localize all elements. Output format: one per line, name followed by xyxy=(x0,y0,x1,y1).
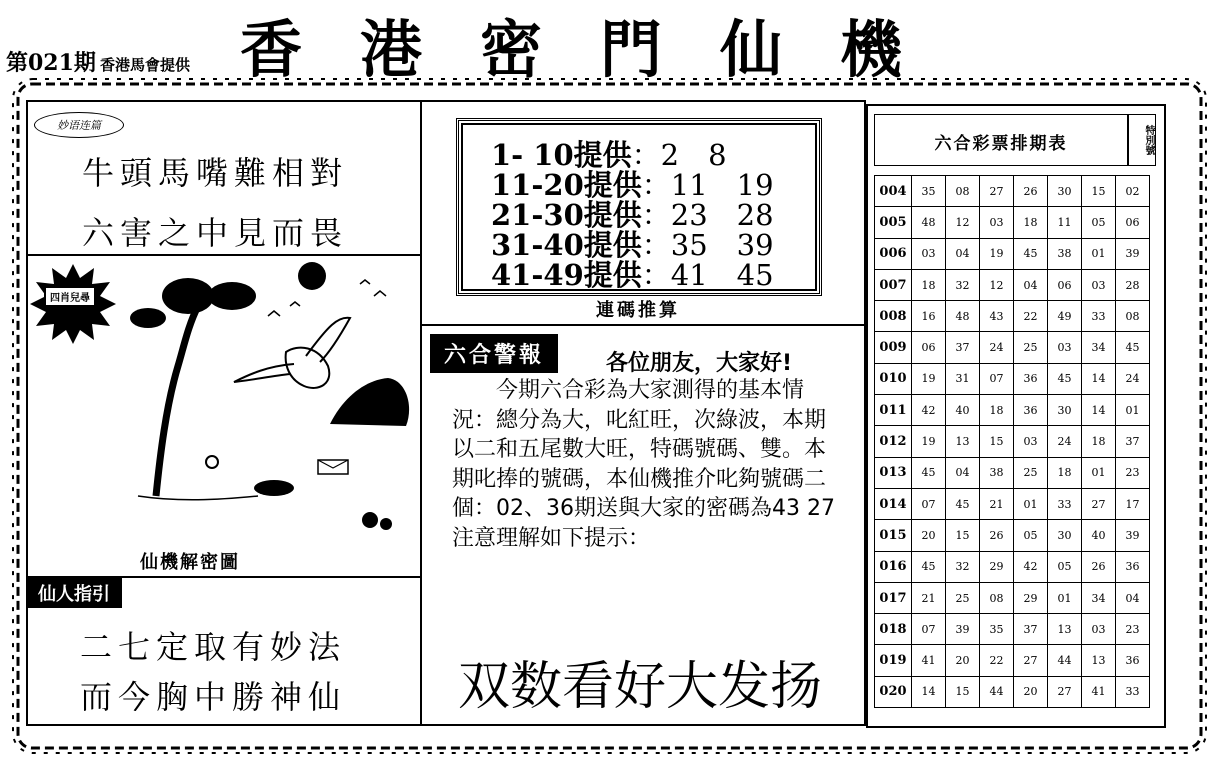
number-cell: 49 xyxy=(1048,301,1082,332)
number-cell: 06 xyxy=(1048,269,1082,300)
number-cell: 18 xyxy=(1048,457,1082,488)
number-cell: 45 xyxy=(912,457,946,488)
table-row xyxy=(875,426,1150,457)
special-number-cell: 39 xyxy=(1116,238,1150,269)
special-number-cell: 23 xyxy=(1116,614,1150,645)
number-cell: 29 xyxy=(980,551,1014,582)
range-row: 41-49提供：41 45 xyxy=(491,258,774,292)
table-row xyxy=(875,176,1150,207)
number-cell: 27 xyxy=(980,176,1014,207)
special-number-cell: 17 xyxy=(1116,488,1150,519)
number-cell: 01 xyxy=(1082,238,1116,269)
issue-number: 第021期 xyxy=(6,50,96,76)
number-cell: 40 xyxy=(946,395,980,426)
number-cell: 18 xyxy=(980,395,1014,426)
number-cell: 25 xyxy=(1014,457,1048,488)
special-number-cell: 28 xyxy=(1116,269,1150,300)
poem-line-1: 牛頭馬嘴難相對 xyxy=(82,154,349,192)
number-cell: 14 xyxy=(1082,363,1116,394)
number-cell: 14 xyxy=(912,676,946,707)
alert-body-text: 今期六合彩為大家測得的基本情況：總分為大，叱紅旺，次綠波，本期以二和五尾數大旺，特碼號碼、雙。本期叱捧的號碼，本仙機推介叱夠號碼二個：02、36期送與大家的密碼為43 27注意理解如下提示： xyxy=(452,378,835,551)
number-cell: 34 xyxy=(1082,332,1116,363)
number-cell: 26 xyxy=(1014,176,1048,207)
number-cell: 13 xyxy=(1048,614,1082,645)
issue-cell: 018 xyxy=(875,614,912,645)
basket-icon xyxy=(254,480,294,496)
table-row xyxy=(875,645,1150,676)
number-cell: 42 xyxy=(912,395,946,426)
number-cell: 22 xyxy=(1014,301,1048,332)
table-row xyxy=(875,676,1150,707)
range-table xyxy=(456,118,822,296)
number-cell: 41 xyxy=(1082,676,1116,707)
number-cell: 12 xyxy=(946,207,980,238)
range-row: 1- 10提供：2 8 xyxy=(491,138,727,172)
ranges-caption: 連碼推算 xyxy=(596,300,680,321)
slogan-text: 双数看好大发扬 xyxy=(458,657,823,717)
number-cell: 05 xyxy=(1048,551,1082,582)
poem-line-2: 六害之中見而畏 xyxy=(82,214,349,252)
issue-cell: 015 xyxy=(875,520,912,551)
special-number-cell: 36 xyxy=(1116,551,1150,582)
number-cell: 33 xyxy=(1082,301,1116,332)
number-cell: 19 xyxy=(980,238,1014,269)
number-cell: 03 xyxy=(1048,332,1082,363)
number-cell: 30 xyxy=(1048,520,1082,551)
number-cell: 20 xyxy=(1014,676,1048,707)
number-cell: 13 xyxy=(946,426,980,457)
issue-cell: 007 xyxy=(875,269,912,300)
number-cell: 45 xyxy=(1014,238,1048,269)
issue-cell: 014 xyxy=(875,488,912,519)
number-cell: 32 xyxy=(946,551,980,582)
number-cell: 04 xyxy=(1014,269,1048,300)
issue-cell: 012 xyxy=(875,426,912,457)
special-number-label: 特別號 xyxy=(1128,114,1156,166)
number-cell: 18 xyxy=(1082,426,1116,457)
number-cell: 22 xyxy=(980,645,1014,676)
table-row xyxy=(875,582,1150,613)
number-cell: 36 xyxy=(1014,395,1048,426)
range-row: 11-20提供：11 19 xyxy=(491,168,774,202)
special-number-cell: 04 xyxy=(1116,582,1150,613)
special-number-cell: 36 xyxy=(1116,645,1150,676)
number-cell: 06 xyxy=(912,332,946,363)
alert-greeting: 各位朋友，大家好! xyxy=(606,351,793,376)
divider xyxy=(420,324,864,326)
sun-icon xyxy=(298,262,326,290)
flowers-icon xyxy=(362,512,378,528)
number-cell: 15 xyxy=(946,676,980,707)
number-cell: 27 xyxy=(1082,488,1116,519)
special-number-cell: 33 xyxy=(1116,676,1150,707)
guide-tag: 仙人指引 xyxy=(28,578,122,608)
number-cell: 20 xyxy=(912,520,946,551)
number-cell: 40 xyxy=(1082,520,1116,551)
issue-cell: 004 xyxy=(875,176,912,207)
number-cell: 20 xyxy=(946,645,980,676)
number-cell: 45 xyxy=(1048,363,1082,394)
number-cell: 14 xyxy=(1082,395,1116,426)
special-number-cell: 24 xyxy=(1116,363,1150,394)
special-number-cell: 08 xyxy=(1116,301,1150,332)
page-title: 香港密門仙機 xyxy=(240,13,961,86)
dove-icon xyxy=(234,318,350,388)
number-cell: 03 xyxy=(980,207,1014,238)
number-cell: 03 xyxy=(912,238,946,269)
number-cell: 11 xyxy=(1048,207,1082,238)
schedule-title: 六合彩票排期表 xyxy=(934,134,1068,154)
number-cell: 29 xyxy=(1014,582,1048,613)
number-cell: 03 xyxy=(1014,426,1048,457)
number-cell: 07 xyxy=(912,488,946,519)
number-cell: 04 xyxy=(946,457,980,488)
number-cell: 25 xyxy=(946,582,980,613)
number-cell: 45 xyxy=(912,551,946,582)
table-row xyxy=(875,520,1150,551)
number-cell: 03 xyxy=(1082,614,1116,645)
number-cell: 01 xyxy=(1014,488,1048,519)
number-cell: 13 xyxy=(1082,645,1116,676)
number-cell: 39 xyxy=(946,614,980,645)
number-cell: 36 xyxy=(1014,363,1048,394)
issue-cell: 008 xyxy=(875,301,912,332)
number-cell: 08 xyxy=(946,176,980,207)
number-cell: 33 xyxy=(1048,488,1082,519)
number-cell: 19 xyxy=(912,363,946,394)
schedule-table xyxy=(874,175,1150,708)
number-cell: 19 xyxy=(912,426,946,457)
issue-cell: 011 xyxy=(875,395,912,426)
number-cell: 24 xyxy=(1048,426,1082,457)
number-cell: 37 xyxy=(946,332,980,363)
number-cell: 24 xyxy=(980,332,1014,363)
number-cell: 30 xyxy=(1048,395,1082,426)
number-cell: 05 xyxy=(1082,207,1116,238)
number-cell: 38 xyxy=(1048,238,1082,269)
issue-cell: 020 xyxy=(875,676,912,707)
issue-cell: 013 xyxy=(875,457,912,488)
number-cell: 12 xyxy=(980,269,1014,300)
issue-header xyxy=(6,46,190,77)
table-row xyxy=(875,301,1150,332)
provider-text: 香港馬會提供 xyxy=(99,56,190,74)
hill-icon xyxy=(330,378,409,426)
special-number-cell: 45 xyxy=(1116,332,1150,363)
number-cell: 44 xyxy=(980,676,1014,707)
number-cell: 21 xyxy=(980,488,1014,519)
table-row xyxy=(875,488,1150,519)
number-cell: 35 xyxy=(912,176,946,207)
number-cell: 43 xyxy=(980,301,1014,332)
number-cell: 15 xyxy=(946,520,980,551)
number-cell: 18 xyxy=(1014,207,1048,238)
birds-icon xyxy=(268,280,386,316)
number-cell: 07 xyxy=(980,363,1014,394)
table-row xyxy=(875,457,1150,488)
special-number-cell: 39 xyxy=(1116,520,1150,551)
number-cell: 01 xyxy=(1048,582,1082,613)
poem-tag: 妙语连篇 xyxy=(34,112,124,138)
number-cell: 44 xyxy=(1048,645,1082,676)
table-row xyxy=(875,238,1150,269)
number-cell: 04 xyxy=(946,238,980,269)
table-row xyxy=(875,363,1150,394)
number-cell: 41 xyxy=(912,645,946,676)
range-row: 21-30提供：23 28 xyxy=(491,198,774,232)
number-cell: 38 xyxy=(980,457,1014,488)
number-cell: 34 xyxy=(1082,582,1116,613)
guide-line-1: 二七定取有妙法 xyxy=(80,628,347,666)
number-cell: 35 xyxy=(980,614,1014,645)
number-cell: 27 xyxy=(1014,645,1048,676)
issue-cell: 005 xyxy=(875,207,912,238)
alert-tag: 六合警報 xyxy=(430,334,558,373)
number-cell: 08 xyxy=(980,582,1014,613)
issue-cell: 006 xyxy=(875,238,912,269)
number-cell: 03 xyxy=(1082,269,1116,300)
number-cell: 42 xyxy=(1014,551,1048,582)
number-cell: 15 xyxy=(1082,176,1116,207)
picture-caption: 仙機解密圖 xyxy=(140,552,240,573)
number-cell: 26 xyxy=(980,520,1014,551)
guide-line-2: 而今胸中勝神仙 xyxy=(80,678,347,716)
number-cell: 18 xyxy=(912,269,946,300)
table-row xyxy=(875,614,1150,645)
special-number-cell: 37 xyxy=(1116,426,1150,457)
table-row xyxy=(875,332,1150,363)
tree-icon xyxy=(156,306,198,496)
number-cell: 45 xyxy=(946,488,980,519)
number-cell: 25 xyxy=(1014,332,1048,363)
number-cell: 27 xyxy=(1048,676,1082,707)
issue-cell: 009 xyxy=(875,332,912,363)
special-number-cell: 06 xyxy=(1116,207,1150,238)
number-cell: 05 xyxy=(1014,520,1048,551)
issue-cell: 019 xyxy=(875,645,912,676)
number-cell: 15 xyxy=(980,426,1014,457)
table-row xyxy=(875,269,1150,300)
number-cell: 37 xyxy=(1014,614,1048,645)
badge-label: 四肖兒尋 xyxy=(44,286,96,307)
number-cell: 31 xyxy=(946,363,980,394)
number-cell: 07 xyxy=(912,614,946,645)
number-cell: 48 xyxy=(946,301,980,332)
table-row xyxy=(875,207,1150,238)
picture-panel xyxy=(26,254,422,578)
range-row: 31-40提供：35 39 xyxy=(491,228,774,262)
number-cell: 21 xyxy=(912,582,946,613)
schedule-header xyxy=(874,114,1128,166)
special-number-cell: 02 xyxy=(1116,176,1150,207)
number-cell: 30 xyxy=(1048,176,1082,207)
issue-cell: 017 xyxy=(875,582,912,613)
special-number-cell: 23 xyxy=(1116,457,1150,488)
number-cell: 16 xyxy=(912,301,946,332)
poem-top-panel xyxy=(26,100,422,256)
special-number-cell: 01 xyxy=(1116,395,1150,426)
number-cell: 32 xyxy=(946,269,980,300)
number-cell: 01 xyxy=(1082,457,1116,488)
number-cell: 48 xyxy=(912,207,946,238)
number-cell: 26 xyxy=(1082,551,1116,582)
alert-body xyxy=(452,346,844,553)
poem-bottom-panel xyxy=(26,576,422,726)
issue-cell: 016 xyxy=(875,551,912,582)
issue-cell: 010 xyxy=(875,363,912,394)
table-row xyxy=(875,395,1150,426)
table-row xyxy=(875,551,1150,582)
